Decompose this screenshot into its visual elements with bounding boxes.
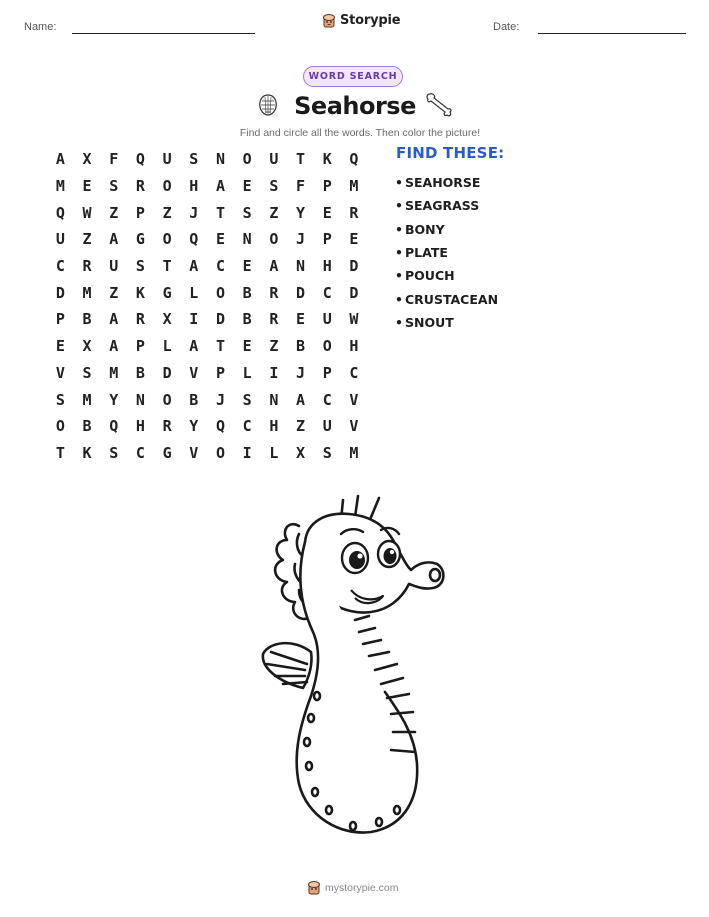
word-list-item: [395, 264, 498, 287]
grid-cell[interactable]: A: [109, 230, 119, 249]
grid-cell[interactable]: B: [135, 363, 145, 382]
grid-cell[interactable]: Q: [109, 417, 119, 436]
grid-cell[interactable]: A: [215, 177, 225, 196]
grid-cell[interactable]: D: [162, 363, 172, 382]
grid-cell[interactable]: S: [322, 443, 332, 462]
grid-cell[interactable]: Z: [269, 203, 279, 222]
grid-cell[interactable]: T: [55, 443, 65, 462]
bone-icon: [424, 91, 454, 119]
grid-cell[interactable]: S: [109, 443, 119, 462]
word-list-item: [395, 171, 498, 194]
grid-cell[interactable]: Q: [189, 230, 199, 249]
word-search-badge: WORD SEARCH: [303, 66, 403, 87]
grid-cell[interactable]: G: [135, 230, 145, 249]
grid-cell[interactable]: Z: [109, 283, 119, 302]
footer-url[interactable]: mystorypie.com: [325, 881, 399, 894]
grid-cell[interactable]: X: [82, 150, 92, 169]
bullet: •: [395, 268, 403, 284]
word-list-item: [395, 241, 498, 264]
grid-cell[interactable]: Q: [135, 150, 145, 169]
grid-cell[interactable]: B: [189, 390, 199, 409]
grid-cell[interactable]: W: [349, 310, 359, 329]
bullet: •: [395, 198, 403, 214]
grid-cell[interactable]: V: [189, 363, 199, 382]
grid-cell[interactable]: E: [296, 310, 306, 329]
grid-cell[interactable]: M: [349, 177, 359, 196]
grid-cell[interactable]: Q: [55, 203, 65, 222]
grid-cell[interactable]: S: [135, 257, 145, 276]
grid-cell[interactable]: Y: [189, 417, 199, 436]
grid-cell[interactable]: E: [242, 177, 252, 196]
grid-cell[interactable]: T: [296, 150, 306, 169]
grid-cell[interactable]: L: [269, 443, 279, 462]
grid-cell[interactable]: S: [55, 390, 65, 409]
grid-cell[interactable]: R: [269, 283, 279, 302]
grid-cell[interactable]: J: [296, 230, 306, 249]
date-label: Date:: [493, 21, 520, 33]
grid-cell[interactable]: R: [135, 310, 145, 329]
grid-cell[interactable]: E: [242, 337, 252, 356]
grid-cell[interactable]: A: [296, 390, 306, 409]
grid-cell[interactable]: J: [215, 390, 225, 409]
grid-cell[interactable]: U: [322, 310, 332, 329]
grid-cell[interactable]: A: [109, 310, 119, 329]
grid-cell[interactable]: F: [296, 177, 306, 196]
grid-cell[interactable]: O: [215, 283, 225, 302]
grid-cell[interactable]: A: [189, 337, 199, 356]
grid-cell[interactable]: B: [82, 417, 92, 436]
grid-cell[interactable]: O: [215, 443, 225, 462]
grid-cell[interactable]: H: [322, 257, 332, 276]
bullet: •: [395, 291, 403, 307]
grid-cell[interactable]: K: [135, 283, 145, 302]
bullet: •: [395, 221, 403, 237]
grid-cell[interactable]: B: [242, 310, 252, 329]
word-list-item: [395, 287, 498, 310]
word-text: BONY: [405, 221, 445, 237]
grid-cell[interactable]: A: [269, 257, 279, 276]
grid-cell[interactable]: Y: [109, 390, 119, 409]
grid-cell[interactable]: P: [322, 363, 332, 382]
grid-cell[interactable]: S: [82, 363, 92, 382]
brand-name: Storypie: [340, 13, 401, 28]
grid-cell[interactable]: D: [349, 283, 359, 302]
grid-cell[interactable]: O: [269, 230, 279, 249]
grid-cell[interactable]: P: [322, 230, 332, 249]
grid-cell[interactable]: V: [189, 443, 199, 462]
grid-cell[interactable]: J: [189, 203, 199, 222]
grid-cell[interactable]: X: [82, 337, 92, 356]
grid-cell[interactable]: M: [55, 177, 65, 196]
grid-cell[interactable]: U: [55, 230, 65, 249]
grid-cell[interactable]: S: [269, 177, 279, 196]
word-list-item: [395, 218, 498, 241]
grid-cell[interactable]: I: [189, 310, 199, 329]
grid-cell[interactable]: O: [55, 417, 65, 436]
grid-cell[interactable]: P: [55, 310, 65, 329]
grid-cell[interactable]: G: [162, 283, 172, 302]
grid-cell[interactable]: W: [82, 203, 92, 222]
grid-cell[interactable]: Q: [349, 150, 359, 169]
grid-cell[interactable]: Q: [215, 417, 225, 436]
grid-cell[interactable]: P: [215, 363, 225, 382]
grid-cell[interactable]: L: [189, 283, 199, 302]
grid-cell[interactable]: E: [55, 337, 65, 356]
grid-cell[interactable]: Z: [269, 337, 279, 356]
grid-cell[interactable]: M: [349, 443, 359, 462]
grid-cell[interactable]: U: [109, 257, 119, 276]
word-text: SNOUT: [405, 314, 454, 330]
word-list: [395, 171, 498, 334]
grid-cell[interactable]: C: [55, 257, 65, 276]
grid-cell[interactable]: Z: [162, 203, 172, 222]
grid-cell[interactable]: T: [215, 203, 225, 222]
grid-cell[interactable]: E: [322, 203, 332, 222]
letter-grid: [47, 146, 367, 466]
grid-cell[interactable]: Z: [82, 230, 92, 249]
grid-cell[interactable]: R: [82, 257, 92, 276]
grid-cell[interactable]: R: [269, 310, 279, 329]
grid-cell[interactable]: C: [349, 363, 359, 382]
grid-cell[interactable]: D: [215, 310, 225, 329]
storypie-logo-icon: [307, 880, 321, 895]
grid-cell[interactable]: S: [242, 203, 252, 222]
grid-cell[interactable]: P: [135, 337, 145, 356]
name-label: Name:: [24, 21, 57, 33]
grid-cell[interactable]: E: [82, 177, 92, 196]
grid-cell[interactable]: R: [162, 417, 172, 436]
word-text: SEAHORSE: [405, 175, 481, 191]
bullet: •: [395, 245, 403, 261]
grid-cell[interactable]: B: [242, 283, 252, 302]
grid-cell[interactable]: C: [135, 443, 145, 462]
grid-cell[interactable]: Z: [296, 417, 306, 436]
grid-cell[interactable]: X: [162, 310, 172, 329]
grid-cell[interactable]: B: [82, 310, 92, 329]
bullet: •: [395, 175, 403, 191]
grid-cell[interactable]: U: [322, 417, 332, 436]
footer: [307, 880, 399, 895]
word-text: SEAGRASS: [405, 198, 480, 214]
page-title: Seahorse: [294, 92, 416, 120]
grid-cell[interactable]: V: [349, 390, 359, 409]
grid-cell[interactable]: O: [242, 150, 252, 169]
grid-cell[interactable]: F: [109, 150, 119, 169]
grid-cell[interactable]: N: [296, 257, 306, 276]
grid-cell[interactable]: N: [242, 230, 252, 249]
grid-cell[interactable]: T: [215, 337, 225, 356]
grid-cell[interactable]: K: [322, 150, 332, 169]
grid-cell[interactable]: C: [322, 283, 332, 302]
grid-cell[interactable]: P: [322, 177, 332, 196]
grid-cell[interactable]: S: [189, 150, 199, 169]
word-text: POUCH: [405, 268, 455, 284]
grid-cell[interactable]: S: [242, 390, 252, 409]
grid-cell[interactable]: U: [162, 150, 172, 169]
storypie-logo-icon: [322, 13, 336, 28]
grid-cell[interactable]: A: [109, 337, 119, 356]
word-text: CRUSTACEAN: [405, 291, 499, 307]
grid-cell[interactable]: E: [349, 230, 359, 249]
word-list-item: [395, 311, 498, 334]
grid-cell[interactable]: O: [322, 337, 332, 356]
grid-cell[interactable]: O: [162, 230, 172, 249]
word-text: PLATE: [405, 245, 448, 261]
find-these-heading: FIND THESE:: [396, 144, 505, 162]
grid-cell[interactable]: E: [242, 257, 252, 276]
name-line[interactable]: [72, 33, 255, 34]
grid-cell[interactable]: D: [349, 257, 359, 276]
grid-cell[interactable]: C: [215, 257, 225, 276]
brand: [322, 13, 400, 28]
grid-cell[interactable]: M: [82, 283, 92, 302]
grid-cell[interactable]: O: [162, 177, 172, 196]
grid-cell[interactable]: N: [215, 150, 225, 169]
grid-cell[interactable]: C: [242, 417, 252, 436]
bullet: •: [395, 314, 403, 330]
grid-cell[interactable]: D: [296, 283, 306, 302]
grid-cell[interactable]: T: [162, 257, 172, 276]
grid-cell[interactable]: E: [215, 230, 225, 249]
seahorse-illustration: [259, 492, 451, 850]
grid-cell[interactable]: H: [269, 417, 279, 436]
grid-cell[interactable]: M: [82, 390, 92, 409]
date-line[interactable]: [538, 33, 686, 34]
grid-cell[interactable]: X: [296, 443, 306, 462]
grid-cell[interactable]: J: [296, 363, 306, 382]
grid-cell[interactable]: H: [189, 177, 199, 196]
grid-cell[interactable]: I: [269, 363, 279, 382]
grid-cell[interactable]: P: [135, 203, 145, 222]
grid-cell[interactable]: M: [109, 363, 119, 382]
grid-cell[interactable]: G: [162, 443, 172, 462]
grid-cell[interactable]: D: [55, 283, 65, 302]
grid-cell[interactable]: I: [242, 443, 252, 462]
grid-cell[interactable]: Y: [296, 203, 306, 222]
grid-cell[interactable]: C: [322, 390, 332, 409]
grid-cell[interactable]: N: [269, 390, 279, 409]
grid-cell[interactable]: N: [135, 390, 145, 409]
grid-cell[interactable]: S: [109, 177, 119, 196]
grid-cell[interactable]: H: [135, 417, 145, 436]
grid-cell[interactable]: O: [162, 390, 172, 409]
grid-cell[interactable]: L: [242, 363, 252, 382]
grid-cell[interactable]: V: [349, 417, 359, 436]
grid-cell[interactable]: A: [189, 257, 199, 276]
instructions: Find and circle all the words. Then color the picture!: [239, 127, 481, 139]
grid-cell[interactable]: U: [269, 150, 279, 169]
word-list-item: [395, 194, 498, 217]
grid-cell[interactable]: R: [135, 177, 145, 196]
grid-cell[interactable]: R: [349, 203, 359, 222]
grid-cell[interactable]: L: [162, 337, 172, 356]
grid-cell[interactable]: H: [349, 337, 359, 356]
grid-cell[interactable]: B: [296, 337, 306, 356]
grid-cell[interactable]: V: [55, 363, 65, 382]
grid-cell[interactable]: A: [55, 150, 65, 169]
grid-cell[interactable]: Z: [109, 203, 119, 222]
grid-cell[interactable]: K: [82, 443, 92, 462]
